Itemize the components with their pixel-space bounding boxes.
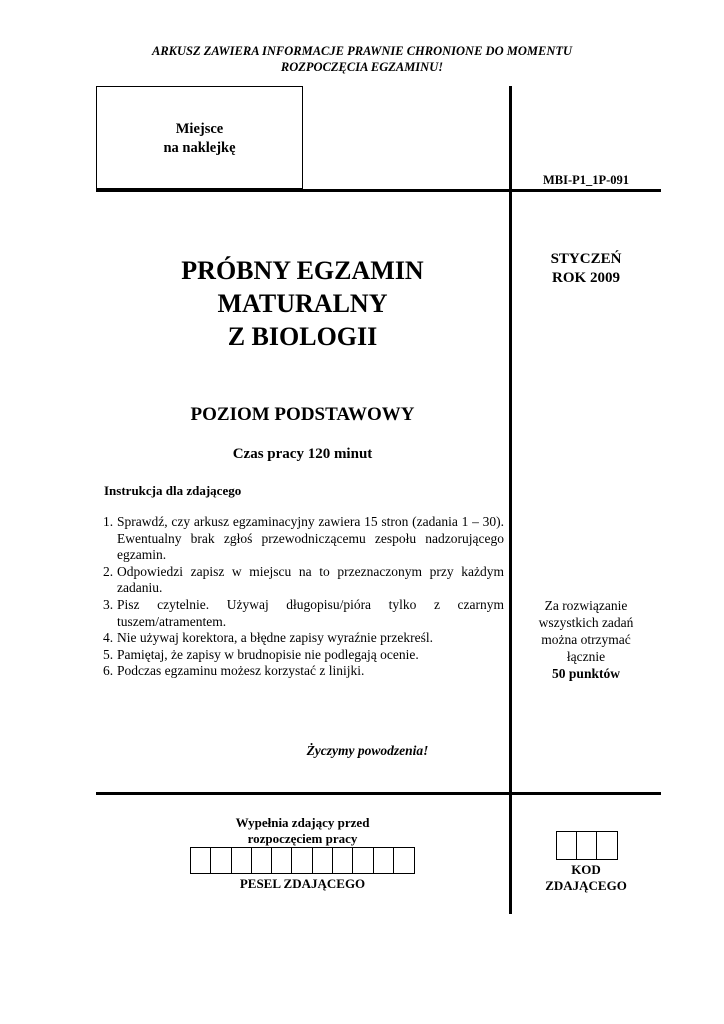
fill-instructions-line-1: Wypełnia zdający przed: [235, 815, 370, 830]
pesel-digit-box[interactable]: [394, 848, 414, 873]
legal-notice: [0, 43, 724, 75]
exam-level: POZIOM PODSTAWOWY: [190, 404, 415, 425]
code-digit-box[interactable]: [597, 832, 617, 859]
pesel-digit-box[interactable]: [272, 848, 292, 873]
instruction-number: 6.: [103, 663, 114, 679]
candidate-code-boxes[interactable]: [556, 831, 618, 860]
instruction-text: Pamiętaj, że zapisy w brudnopisie nie podlegają ocenie.: [117, 646, 419, 662]
top-horizontal-divider: [96, 189, 661, 192]
sticker-label-line-2: na naklejkę: [163, 140, 236, 156]
pesel-digit-box[interactable]: [313, 848, 333, 873]
fill-instructions-line-2: rozpoczęciem pracy: [247, 831, 358, 846]
sticker-label-line-1: Miejsce: [175, 121, 224, 137]
sticker-label: [96, 120, 303, 158]
exam-date: [511, 250, 661, 288]
pesel-digit-box[interactable]: [232, 848, 252, 873]
pesel-label: PESEL ZDAJĄCEGO: [239, 876, 366, 891]
points-total: 50 punktów: [552, 666, 620, 681]
pesel-digit-box[interactable]: [353, 848, 373, 873]
exam-year: ROK 2009: [552, 270, 620, 286]
code-digit-box[interactable]: [557, 832, 577, 859]
points-info: [511, 597, 661, 682]
exam-title-line-3: Z BIOLOGII: [227, 322, 378, 351]
points-line-4: łącznie: [566, 649, 606, 664]
code-digit-box[interactable]: [577, 832, 597, 859]
exam-title: [96, 254, 509, 353]
instruction-text: Sprawdź, czy arkusz egzaminacyjny zawiera 15 stron (zadania 1 – 30). Ewentualny brak zgłoś przewodniczącemu zespołu nadzorującego egzamin.: [117, 514, 504, 563]
instruction-number: 2.: [103, 563, 114, 579]
instruction-item: [103, 564, 504, 597]
instruction-text: Pisz czytelnie. Używaj długopisu/pióra tylko z czarnym tuszem/atramentem.: [117, 596, 504, 629]
exam-time: Czas pracy 120 minut: [232, 446, 373, 462]
points-line-3: można otrzymać: [541, 632, 631, 647]
pesel-digit-box[interactable]: [333, 848, 353, 873]
exam-code: MBI-P1_1P-091: [542, 173, 630, 187]
legal-notice-line-1: ARKUSZ ZAWIERA INFORMACJE PRAWNIE CHRONIONE DO MOMENTU: [151, 44, 573, 58]
instruction-text: Odpowiedzi zapisz w miejscu na to przeznaczonym przy każdym zadaniu.: [117, 563, 504, 596]
instruction-text: Podczas egzaminu możesz korzystać z linijki.: [117, 663, 365, 679]
legal-notice-line-2: ROZPOCZĘCIA EGZAMINU!: [280, 60, 444, 74]
pesel-digit-box[interactable]: [252, 848, 272, 873]
instruction-item: [103, 597, 504, 630]
good-luck-wish: Życzymy powodzenia!: [306, 743, 429, 758]
instruction-number: 1.: [103, 514, 114, 529]
pesel-boxes[interactable]: [190, 847, 415, 874]
exam-month: STYCZEŃ: [550, 251, 622, 267]
candidate-code-label: [511, 862, 661, 894]
bottom-horizontal-divider: [96, 792, 661, 795]
pesel-digit-box[interactable]: [211, 848, 231, 873]
instruction-text: Nie używaj korektora, a błędne zapisy wyraźnie przekreśl.: [117, 630, 433, 646]
instructions-list: [103, 514, 504, 680]
pesel-digit-box[interactable]: [191, 848, 211, 873]
candidate-code-label-line-2: ZDAJĄCEGO: [545, 878, 627, 893]
instruction-number: 4.: [103, 630, 114, 646]
exam-title-line-2: MATURALNY: [217, 289, 388, 318]
instruction-item: [103, 663, 504, 680]
instruction-item: [103, 514, 504, 564]
vertical-divider: [509, 86, 512, 914]
instruction-item: [103, 647, 504, 664]
fill-instructions: [96, 815, 509, 847]
instruction-number: 3.: [103, 596, 114, 612]
pesel-digit-box[interactable]: [292, 848, 312, 873]
points-line-1: Za rozwiązanie: [544, 598, 628, 613]
pesel-digit-box[interactable]: [374, 848, 394, 873]
instruction-item: [103, 630, 504, 647]
instructions-heading: Instrukcja dla zdającego: [104, 483, 242, 498]
points-line-2: wszystkich zadań: [538, 615, 634, 630]
candidate-code-label-line-1: KOD: [571, 862, 601, 877]
instruction-number: 5.: [103, 646, 114, 662]
exam-title-line-1: PRÓBNY EGZAMIN: [181, 256, 424, 285]
